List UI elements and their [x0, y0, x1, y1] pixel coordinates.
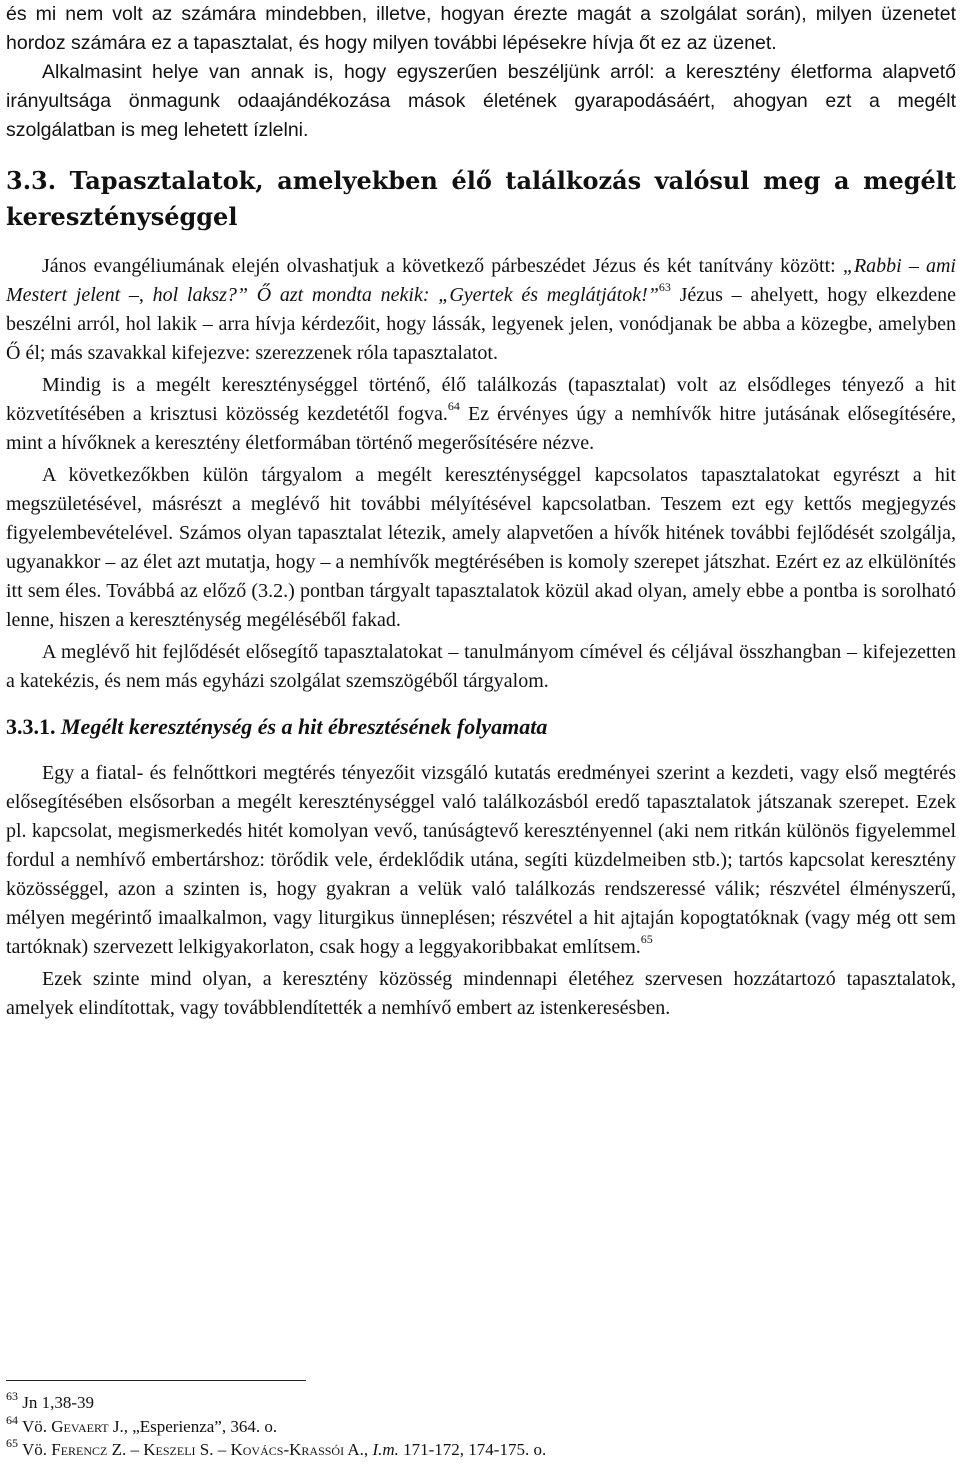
section-number: 3.3.	[6, 166, 57, 195]
section-paragraph-2: Mindig is a megélt kereszténységgel történő, élő találkozás (tapasztalat) volt az elsődleges tényező a hit közvetítésében a krisztusi közösség kezdetétől fogva.$^{64}$ Ez érvényes úgy a nemhívők hitre jutásának elősegítésére, mint a hívőknek a keresztény életformában történő megerősítésére nézve.	[6, 374, 956, 454]
footnote-divider	[6, 1380, 306, 1381]
document-page	[6, 0, 957, 1459]
intro-paragraph-2: Alkalmasint helye van annak is, hogy egyszerűen beszéljünk arról: a keresztény életforma alapvető irányultsága önmagunk odaajándékozása mások életének gyarapodásáért, ahogyan ezt a megélt szolgálatban is meg lehetett ízlelni.	[6, 61, 956, 141]
subsection-title: Megélt kereszténység és a hit ébresztésének folyamata	[61, 714, 548, 739]
footnote-ref-65: 65	[640, 932, 653, 947]
section-paragraph-1: János evangéliumának elején olvashatjuk a következő párbeszédet Jézus és két tanítvány között: „Rabbi – ami Mestert jelent –, hol laksz?” Ő azt mondta nekik: „Gyertek és meglátjátok!”$^{63}$ Jézus – ahelyett, hogy elkezdene beszélni arról, hol lakik – arra hívja kérdezőit, hogy lássák, legyenek jelen, vonódjanak be abba a közegbe, amelyben Ő él; más szavakkal kifejezve: szerezzenek róla tapasztalatot.	[6, 255, 957, 364]
subsection-paragraph-1: Egy a fiatal- és felnőttkori megtérés tényezőit vizsgáló kutatás eredményei szerint a kezdeti, vagy első megtérés elősegítésében elsősorban a megélt kereszténységgel való találkozásból eredő tapasztalatok játszanak szerepet. Ezek pl. kapcsolat, megismerkedés hitét komolyan vevő, tanúságtevő keresztényennel (aki nem ritkán különös figyelemmel fordul a nemhívő embertárshoz: törődik vele, érdeklődik utána, segíti küzdelmeiben stb.); tartós kapcsolat keresztény közösséggel, azon a szinten is, hogy gyakran a velük való találkozás rendszeressé válik; részvétel élményszerű, mélyen megérintő imaalkalmon, vagy liturgikus ünneplésen; részvétel a hit ajtaján kopogtatóknak (vagy még ott sem tartóknak) szervezett lelkigyakorlaton, csak hogy a leggyakoribbakat említsem.$^{65}$	[6, 762, 956, 958]
bible-quote: „Rabbi – ami Mestert jelent –, hol laksz?” Ő azt mondta nekik: „Gyertek és meglátjátok!”	[6, 255, 956, 306]
footnotes	[6, 1391, 546, 1462]
subsection-paragraph-2: Ezek szinte mind olyan, a keresztény közösség mindennapi életéhez szervesen hozzátartozó tapasztalatok, amelyek elindítottak, vagy továbblendítették a nemhívő embert az istenkeresésben.	[6, 968, 956, 1019]
subsection-number: 3.3.1.	[6, 714, 56, 739]
section-paragraph-3: A következőkben külön tárgyalom a megélt kereszténységgel kapcsolatos tapasztalatokat egyrészt a hit megszületésével, másrészt a meglévő hit további mélyítésével kapcsolatban. Teszem ezt egy kettős megjegyzés figyelembevételével. Számos olyan tapasztalat létezik, amely alapvetően a hívők hitének további fejlődését szolgálja, ugyanakkor – az élet azt mutatja, hogy – a nemhívők megtérésében is komoly szerepet játszhat. Ezért ez az elkülönítés itt sem éles. Továbbá az előző (3.2.) pontban tárgyalt tapasztalatok közül akad olyan, amely ebbe a pontba is sorolható lenne, hiszen a kereszténység megéléséből fakad.	[6, 464, 956, 631]
footnote-63: $^{63}$ Jn 1,38-39	[6, 1389, 95, 1412]
subsection-heading	[6, 712, 956, 742]
intro-paragraph-1: és mi nem volt az számára mindebben, illetve, hogyan érezte magát a szolgálat során), milyen üzenetet hordoz számára ez a tapasztalat, és hogy milyen további lépésekre hívja őt ez az üzenet.	[6, 3, 956, 54]
footnote-65: $^{65}$ Vö. Ferencz Z. – Keszeli S. – Kovács-Krassói A., I.m. 171-172, 174-175. o.	[6, 1436, 547, 1459]
footnote-ref-64: 64	[447, 399, 460, 414]
section-title: Tapasztalatok, amelyekben élő találkozás valósul meg a megélt kereszténységgel	[6, 166, 956, 231]
footnote-64: $^{64}$ Vö. Gevaert J., „Esperienza”, 364. o.	[6, 1412, 278, 1436]
section-paragraph-4: A meglévő hit fejlődését elősegítő tapasztalatokat – tanulmányom címével és céljával összhangban – kifejezetten a katekézis, és nem más egyházi szolgálat szemszögéből tárgyalom.	[6, 641, 956, 692]
section-heading	[6, 163, 956, 235]
footnote-ref-63: 63	[658, 280, 671, 295]
